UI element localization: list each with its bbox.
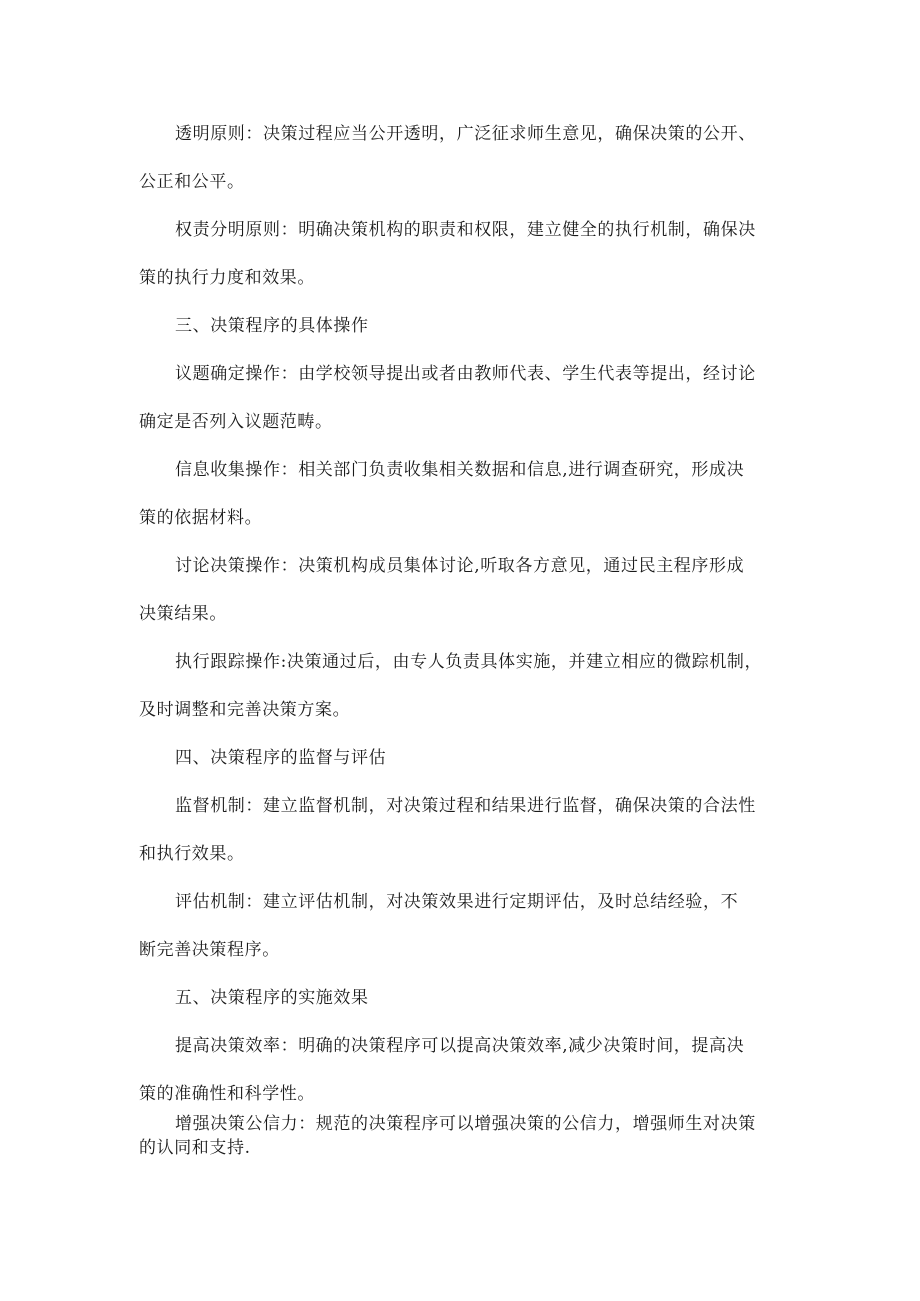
efficiency-line-2: 策的准确性和科学性。 — [139, 1084, 315, 1104]
topic-operation-line-1: 议题确定操作：由学校领导提出或者由教师代表、学生代表等提出，经讨论 — [175, 364, 756, 384]
supervision-mechanism-line-2: 和执行效果。 — [139, 844, 245, 864]
responsibility-principle-line-2: 策的执行力度和效果。 — [139, 268, 315, 288]
section-heading-4: 四、决策程序的监督与评估 — [175, 748, 387, 768]
responsibility-principle-line-1: 权责分明原则：明确决策机构的职责和权限，建立健全的执行机制，确保决 — [175, 220, 756, 240]
section-heading-5: 五、决策程序的实施效果 — [175, 988, 369, 1008]
topic-operation-line-2: 确定是否列入议题范畴。 — [139, 412, 333, 432]
execution-tracking-line-1: 执行跟踪操作:决策通过后，由专人负责具体实施，并建立相应的微踪机制， — [175, 652, 763, 672]
info-collection-line-1: 信息收集操作：相关部门负责收集相关数据和信息,进行调查研究，形成决 — [175, 460, 745, 480]
credibility-line-1: 增强决策公信力：规范的决策程序可以增强决策的公信力，增强师生对决策 — [175, 1114, 756, 1134]
discussion-operation-line-1: 讨论决策操作：决策机构成员集体讨论,听取各方意见，通过民主程序形成 — [175, 556, 745, 576]
section-heading-3: 三、决策程序的具体操作 — [175, 316, 369, 336]
info-collection-line-2: 策的依据材料。 — [139, 508, 263, 528]
efficiency-line-1: 提高决策效率：明确的决策程序可以提高决策效率,减少决策时间，提高决 — [175, 1036, 745, 1056]
transparency-principle-line-2: 公正和公平。 — [139, 172, 245, 192]
supervision-mechanism-line-1: 监督机制：建立监督机制，对决策过程和结果进行监督，确保决策的合法性 — [175, 796, 756, 816]
evaluation-mechanism-line-1: 评估机制：建立评估机制，对决策效果进行定期评估，及时总结经验，不 — [175, 892, 739, 912]
credibility-line-2: 的认同和支持. — [139, 1138, 251, 1158]
execution-tracking-line-2: 及时调整和完善决策方案。 — [139, 700, 351, 720]
transparency-principle-line-1: 透明原则：决策过程应当公开透明，广泛征求师生意见，确保决策的公开、 — [175, 124, 756, 144]
discussion-operation-line-2: 决策结果。 — [139, 604, 227, 624]
evaluation-mechanism-line-2: 断完善决策程序。 — [139, 940, 280, 960]
